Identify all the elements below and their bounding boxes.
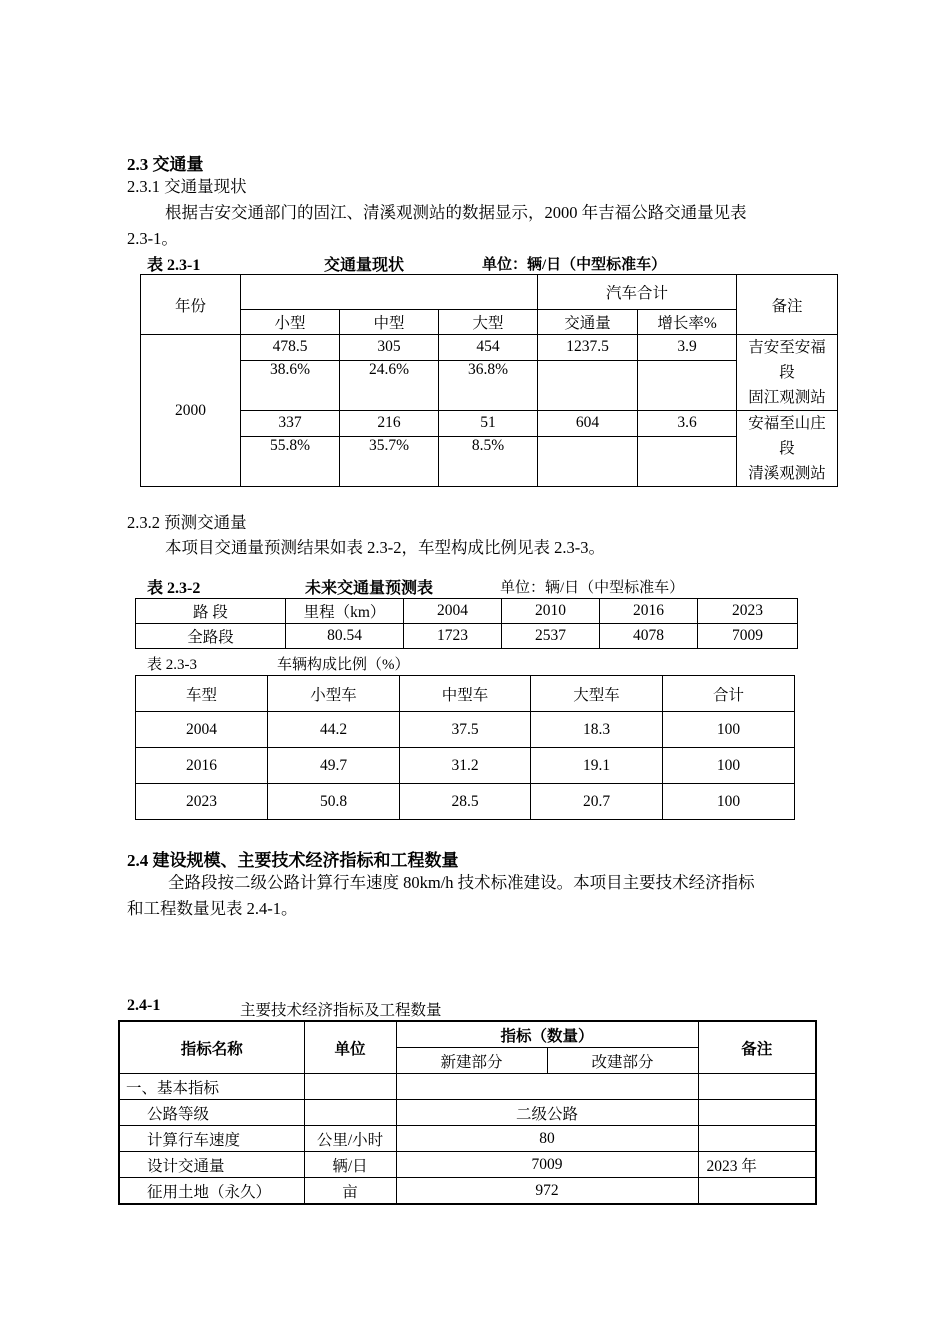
row-value: 972 bbox=[396, 1178, 698, 1205]
table-caption-title: 主要技术经济指标及工程数量 bbox=[240, 1002, 442, 1019]
header-large: 大型 bbox=[439, 310, 538, 335]
header-indicator-name: 指标名称 bbox=[119, 1021, 304, 1074]
note-line: 段 bbox=[779, 440, 795, 457]
table-header-cell: 小型车 bbox=[268, 676, 400, 712]
row-unit: 亩 bbox=[304, 1178, 396, 1205]
table-header-cell: 2004 bbox=[404, 599, 502, 624]
table-cell bbox=[638, 436, 737, 486]
header-year: 年份 bbox=[141, 275, 241, 335]
table-cell: 7009 bbox=[698, 624, 798, 649]
table-cell bbox=[304, 1074, 396, 1100]
row-note bbox=[698, 1100, 816, 1126]
paragraph-line: 和工程数量见表 2.4-1。 bbox=[127, 899, 298, 918]
table-cell: 8.5% bbox=[439, 436, 538, 486]
note-cell-1 bbox=[737, 335, 838, 411]
note-line: 清溪观测站 bbox=[748, 465, 826, 482]
table-cell: 2004 bbox=[136, 712, 268, 748]
table-cell: 337 bbox=[241, 411, 340, 437]
table-cell: 4078 bbox=[600, 624, 698, 649]
row-unit bbox=[304, 1100, 396, 1126]
row-value: 7009 bbox=[396, 1152, 698, 1178]
table-header-cell: 中型车 bbox=[400, 676, 531, 712]
paragraph-line: 根据吉安交通部门的固江、清溪观测站的数据显示，2000 年吉福公路交通量见表 bbox=[165, 203, 747, 222]
header-index: 指标（数量） bbox=[396, 1021, 698, 1048]
table-header-cell: 2016 bbox=[600, 599, 698, 624]
row-note bbox=[698, 1126, 816, 1152]
table-cell bbox=[698, 1074, 816, 1100]
table-header-cell: 大型车 bbox=[531, 676, 663, 712]
table-cell: 3.6 bbox=[638, 411, 737, 437]
table-cell: 100 bbox=[663, 784, 795, 820]
forecast-table bbox=[135, 598, 798, 649]
paragraph-line: 本项目交通量预测结果如表 2.3-2，车型构成比例见表 2.3-3。 bbox=[165, 538, 605, 557]
table-caption-number: 2.4-1 bbox=[127, 997, 161, 1014]
table-cell: 55.8% bbox=[241, 436, 340, 486]
table-cell: 38.6% bbox=[241, 360, 340, 410]
header-growth: 增长率% bbox=[638, 310, 737, 335]
note-line: 安福至山庄 bbox=[748, 415, 826, 432]
table-cell: 37.5 bbox=[400, 712, 531, 748]
row-value: 二级公路 bbox=[396, 1100, 698, 1126]
table-cell: 604 bbox=[538, 411, 638, 437]
row-note: 2023 年 bbox=[698, 1152, 816, 1178]
table-header-cell: 里程（km） bbox=[286, 599, 404, 624]
table-caption-number: 表 2.3-2 bbox=[147, 580, 201, 597]
table-cell: 454 bbox=[439, 335, 538, 361]
table-cell: 2016 bbox=[136, 748, 268, 784]
note-line: 固江观测站 bbox=[748, 389, 826, 406]
table-cell: 51 bbox=[439, 411, 538, 437]
table-cell: 305 bbox=[340, 335, 439, 361]
row-name: 公路等级 bbox=[119, 1100, 304, 1126]
table-cell: 100 bbox=[663, 748, 795, 784]
traffic-status-table bbox=[140, 274, 838, 487]
table-cell bbox=[396, 1074, 698, 1100]
table-cell: 19.1 bbox=[531, 748, 663, 784]
table-cell: 478.5 bbox=[241, 335, 340, 361]
row-unit: 辆/日 bbox=[304, 1152, 396, 1178]
table-cell: 2023 bbox=[136, 784, 268, 820]
table-cell: 全路段 bbox=[136, 624, 286, 649]
row-unit: 公里/小时 bbox=[304, 1126, 396, 1152]
table-caption-number: 表 2.3-1 bbox=[147, 257, 201, 274]
table-cell: 31.2 bbox=[400, 748, 531, 784]
table-header-cell: 2023 bbox=[698, 599, 798, 624]
row-value: 80 bbox=[396, 1126, 698, 1152]
header-total: 汽车合计 bbox=[538, 275, 737, 310]
table-cell: 50.8 bbox=[268, 784, 400, 820]
table-cell: 3.9 bbox=[638, 335, 737, 361]
table-cell: 100 bbox=[663, 712, 795, 748]
table-caption-unit: 单位：辆/日（中型标准车） bbox=[500, 580, 685, 596]
table-caption-unit: 单位：辆/日（中型标准车） bbox=[482, 257, 667, 273]
table-caption-number: 表 2.3-3 bbox=[147, 657, 197, 673]
header-rebuild: 改建部分 bbox=[547, 1048, 698, 1074]
subsection-heading-2-3-2: 2.3.2 预测交通量 bbox=[127, 513, 247, 532]
header-new: 新建部分 bbox=[396, 1048, 547, 1074]
header-small: 小型 bbox=[241, 310, 340, 335]
table-cell: 24.6% bbox=[340, 360, 439, 410]
table-header-cell: 2010 bbox=[502, 599, 600, 624]
section-row-label: 一、基本指标 bbox=[119, 1074, 304, 1100]
section-heading-2-3: 2.3 交通量 bbox=[127, 155, 204, 174]
table-cell: 80.54 bbox=[286, 624, 404, 649]
section-heading-2-4: 2.4 建设规模、主要技术经济指标和工程数量 bbox=[127, 851, 459, 870]
cell-year: 2000 bbox=[141, 335, 241, 487]
table-cell: 216 bbox=[340, 411, 439, 437]
row-note bbox=[698, 1178, 816, 1205]
header-note: 备注 bbox=[698, 1021, 816, 1074]
table-cell: 18.3 bbox=[531, 712, 663, 748]
table-cell: 28.5 bbox=[400, 784, 531, 820]
header-note: 备注 bbox=[737, 275, 838, 335]
table-header-cell: 车型 bbox=[136, 676, 268, 712]
table-caption-title: 车辆构成比例（%） bbox=[277, 657, 410, 673]
tech-indicators-table bbox=[118, 1020, 817, 1205]
note-cell-2 bbox=[737, 411, 838, 487]
table-header-cell: 合计 bbox=[663, 676, 795, 712]
table-caption-title: 未来交通量预测表 bbox=[305, 580, 434, 597]
table-cell: 1237.5 bbox=[538, 335, 638, 361]
table-cell bbox=[638, 360, 737, 410]
header-unit: 单位 bbox=[304, 1021, 396, 1074]
table-caption-title: 交通量现状 bbox=[324, 257, 405, 274]
vehicle-ratio-table bbox=[135, 675, 795, 820]
row-name: 计算行车速度 bbox=[119, 1126, 304, 1152]
table-cell: 44.2 bbox=[268, 712, 400, 748]
table-cell: 1723 bbox=[404, 624, 502, 649]
table-cell: 36.8% bbox=[439, 360, 538, 410]
header-mid: 中型 bbox=[340, 310, 439, 335]
note-line: 吉安至安福 bbox=[748, 339, 826, 356]
header-volume: 交通量 bbox=[538, 310, 638, 335]
table-cell: 2537 bbox=[502, 624, 600, 649]
header-empty bbox=[241, 275, 538, 310]
paragraph-line: 2.3-1。 bbox=[127, 229, 178, 248]
table-header-cell: 路 段 bbox=[136, 599, 286, 624]
table-cell bbox=[538, 436, 638, 486]
row-name: 征用土地（永久） bbox=[119, 1178, 304, 1205]
subsection-heading-2-3-1: 2.3.1 交通量现状 bbox=[127, 177, 247, 196]
table-cell: 35.7% bbox=[340, 436, 439, 486]
table-cell bbox=[538, 360, 638, 410]
table-cell: 20.7 bbox=[531, 784, 663, 820]
table-cell: 49.7 bbox=[268, 748, 400, 784]
row-name: 设计交通量 bbox=[119, 1152, 304, 1178]
note-line: 段 bbox=[779, 364, 795, 381]
paragraph-line: 全路段按二级公路计算行车速度 80km/h 技术标准建设。本项目主要技术经济指标 bbox=[168, 873, 755, 892]
